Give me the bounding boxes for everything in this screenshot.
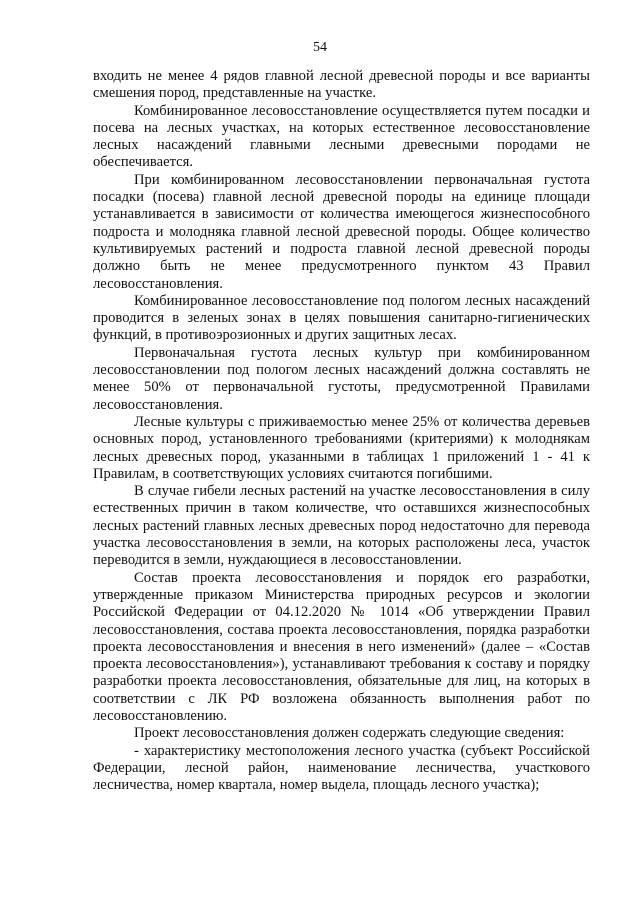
paragraph-8: Состав проекта лесовосстановления и порядок его разработки, утвержденные приказом Министерства природных ресурсов и экологии Российской Федерации от 04.12.2020 № 1014 «Об утверждении Правил лесовосстановления, состава проекта лесовосстановления, порядка разработки проекта лесовосстановления и внесения в него изменений» (далее – «Состав проекта лесовосстановления»), устанавливают требования к составу и порядку разработки проекта лесовосстановления, обязательные для лиц, на которых в соответствии с ЛК РФ возложена обязанность выполнения работ по лесовосстановлению. (93, 569, 590, 724)
paragraph-2: Комбинированное лесовосстановление осуществляется путем посадки и посева на лесных участках, на которых естественное лесовосстановление лесных насаждений главными лесными древесными породами не обеспечивается. (93, 102, 590, 171)
paragraph-9: Проект лесовосстановления должен содержать следующие сведения: (134, 725, 565, 742)
document-body (93, 68, 590, 794)
paragraph-5: Первоначальная густота лесных культур при комбинированном лесовосстановлении под пологом лесных насаждений должна составлять не менее 50% от первоначальной густоты, предусмотренной Правилами лесовосстановления. (93, 344, 590, 413)
paragraph-3: При комбинированном лесовосстановлении первоначальная густота посадки (посева) главной лесной древесной породы на единице площади устанавливается в зависимости от количества имеющегося жизнеспособного подроста и молодняка главной лесной древесной породы. Общее количество культивируемых растений и подроста главной лесной древесной породы должно быть не менее предусмотренного пунктом 43 Правил лесовосстановления. (93, 171, 590, 292)
paragraph-4: Комбинированное лесовосстановление под пологом лесных насаждений проводится в зеленых зонах в целях повышения санитарно-гигиенических функций, в противоэрозионных и других защитных лесах. (93, 292, 590, 344)
paragraph-6: Лесные культуры с приживаемостью менее 25% от количества деревьев основных пород, установленного требованиями (критериями) к молоднякам лесных древесных пород, указанными в таблицах 1 приложений 1 - 41 к Правилам, в соответствующих условиях считаются погибшими. (93, 413, 590, 482)
paragraph-7: В случае гибели лесных растений на участке лесовосстановления в силу естественных причин в таком количестве, что оставшихся жизнеспособных лесных растений главных лесных древесных пород недостаточно для перевода участка лесовосстановления в земли, на которых расположены леса, участок переводится в земли, нуждающиеся в лесовосстановлении. (93, 483, 590, 569)
paragraph-10: - характеристику местоположения лесного участка (субъект Российской Федерации, лесной район, наименование лесничества, участкового лесничества, номер квартала, номер выдела, площадь лесного участка); (93, 742, 590, 794)
paragraph-1: входить не менее 4 рядов главной лесной древесной породы и все варианты смешения пород, представленные на участке. (93, 68, 590, 102)
page-number: 54 (313, 40, 327, 55)
